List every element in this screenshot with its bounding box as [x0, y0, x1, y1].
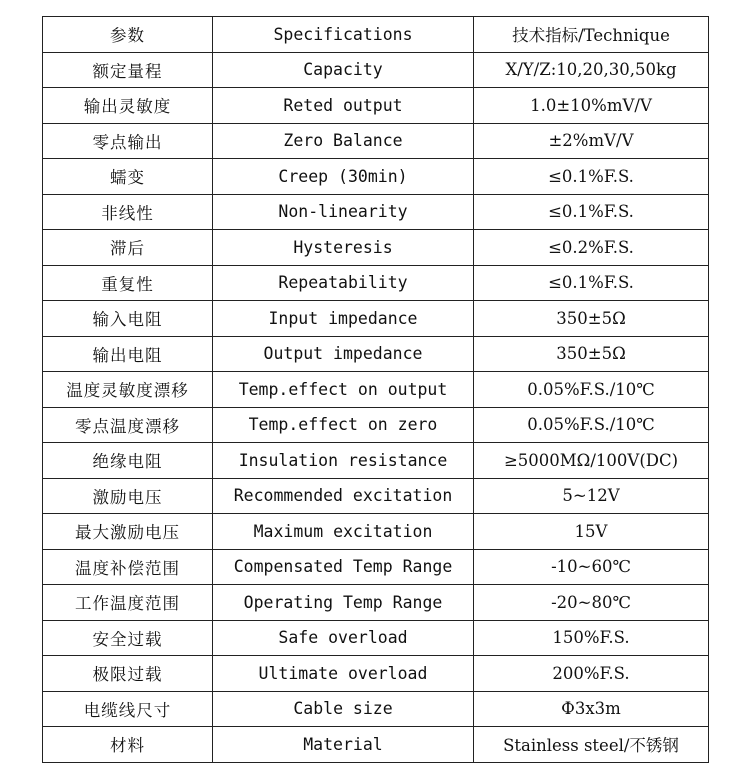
table-row	[43, 336, 709, 372]
specification-name-cell: Material	[213, 727, 474, 763]
specification-name-cell: Repeatability	[213, 265, 474, 301]
specification-name-cell: Cable size	[213, 691, 474, 727]
specification-name-cell: Output impedance	[213, 336, 474, 372]
specifications-table	[42, 16, 709, 763]
technique-value-cell: 200%F.S.	[474, 656, 709, 692]
table-row	[43, 194, 709, 230]
parameter-name-cell: 工作温度范围	[43, 585, 213, 621]
parameter-name-cell: 极限过载	[43, 656, 213, 692]
parameter-name-cell: 最大激励电压	[43, 514, 213, 550]
specification-name-cell: Operating Temp Range	[213, 585, 474, 621]
technique-value-cell: 5~12V	[474, 478, 709, 514]
specification-name-cell: Ultimate overload	[213, 656, 474, 692]
technique-value-cell: 0.05%F.S./10℃	[474, 407, 709, 443]
specification-name-cell: Creep (30min)	[213, 159, 474, 195]
specification-name-cell: Temp.effect on output	[213, 372, 474, 408]
specification-name-cell: Capacity	[213, 52, 474, 88]
table-row	[43, 407, 709, 443]
parameter-name-cell: 输入电阻	[43, 301, 213, 337]
technique-value-cell: 150%F.S.	[474, 620, 709, 656]
table-header-row	[43, 17, 709, 53]
parameter-name-cell: 零点温度漂移	[43, 407, 213, 443]
technique-value-cell: ≤0.1%F.S.	[474, 194, 709, 230]
table-row	[43, 123, 709, 159]
technique-value-cell: -20~80℃	[474, 585, 709, 621]
parameter-name-cell: 绝缘电阻	[43, 443, 213, 479]
technique-value-cell: X/Y/Z:10,20,30,50kg	[474, 52, 709, 88]
technique-value-cell: 350±5Ω	[474, 336, 709, 372]
parameter-name-cell: 激励电压	[43, 478, 213, 514]
table-row	[43, 656, 709, 692]
parameter-name-cell: 输出灵敏度	[43, 88, 213, 124]
specification-name-cell: Non-linearity	[213, 194, 474, 230]
technique-value-cell: ≥5000MΩ/100V(DC)	[474, 443, 709, 479]
specification-name-cell: Zero Balance	[213, 123, 474, 159]
parameter-name-cell: 安全过载	[43, 620, 213, 656]
specification-name-cell: Safe overload	[213, 620, 474, 656]
table-row	[43, 265, 709, 301]
parameter-name-cell: 蠕变	[43, 159, 213, 195]
parameter-name-cell: 温度灵敏度漂移	[43, 372, 213, 408]
technique-value-cell: ±2%mV/V	[474, 123, 709, 159]
table-row	[43, 585, 709, 621]
header-cell-technique: 技术指标/Technique	[474, 17, 709, 53]
specification-name-cell: Maximum excitation	[213, 514, 474, 550]
table-row	[43, 372, 709, 408]
table-row	[43, 514, 709, 550]
specification-name-cell: Input impedance	[213, 301, 474, 337]
parameter-name-cell: 额定量程	[43, 52, 213, 88]
specification-name-cell: Recommended excitation	[213, 478, 474, 514]
table-row	[43, 620, 709, 656]
table-row	[43, 727, 709, 763]
technique-value-cell: ≤0.1%F.S.	[474, 265, 709, 301]
table-row	[43, 88, 709, 124]
parameter-name-cell: 材料	[43, 727, 213, 763]
specification-name-cell: Temp.effect on zero	[213, 407, 474, 443]
parameter-name-cell: 温度补偿范围	[43, 549, 213, 585]
header-cell-parameter: 参数	[43, 17, 213, 53]
table-row	[43, 691, 709, 727]
specification-name-cell: Reted output	[213, 88, 474, 124]
technique-value-cell: 350±5Ω	[474, 301, 709, 337]
table-row	[43, 159, 709, 195]
technique-value-cell: Ф3x3m	[474, 691, 709, 727]
table-row	[43, 230, 709, 266]
technique-value-cell: -10~60℃	[474, 549, 709, 585]
technique-value-cell: ≤0.1%F.S.	[474, 159, 709, 195]
technique-value-cell: 0.05%F.S./10℃	[474, 372, 709, 408]
specifications-table-body	[43, 17, 709, 763]
specification-name-cell: Compensated Temp Range	[213, 549, 474, 585]
parameter-name-cell: 输出电阻	[43, 336, 213, 372]
parameter-name-cell: 零点输出	[43, 123, 213, 159]
table-row	[43, 443, 709, 479]
table-row	[43, 301, 709, 337]
header-cell-specifications: Specifications	[213, 17, 474, 53]
specification-name-cell: Hysteresis	[213, 230, 474, 266]
technique-value-cell: Stainless steel/不锈钢	[474, 727, 709, 763]
table-row	[43, 478, 709, 514]
technique-value-cell: 15V	[474, 514, 709, 550]
table-row	[43, 52, 709, 88]
technique-value-cell: 1.0±10%mV/V	[474, 88, 709, 124]
technique-value-cell: ≤0.2%F.S.	[474, 230, 709, 266]
table-row	[43, 549, 709, 585]
parameter-name-cell: 重复性	[43, 265, 213, 301]
parameter-name-cell: 电缆线尺寸	[43, 691, 213, 727]
parameter-name-cell: 非线性	[43, 194, 213, 230]
specification-name-cell: Insulation resistance	[213, 443, 474, 479]
parameter-name-cell: 滞后	[43, 230, 213, 266]
